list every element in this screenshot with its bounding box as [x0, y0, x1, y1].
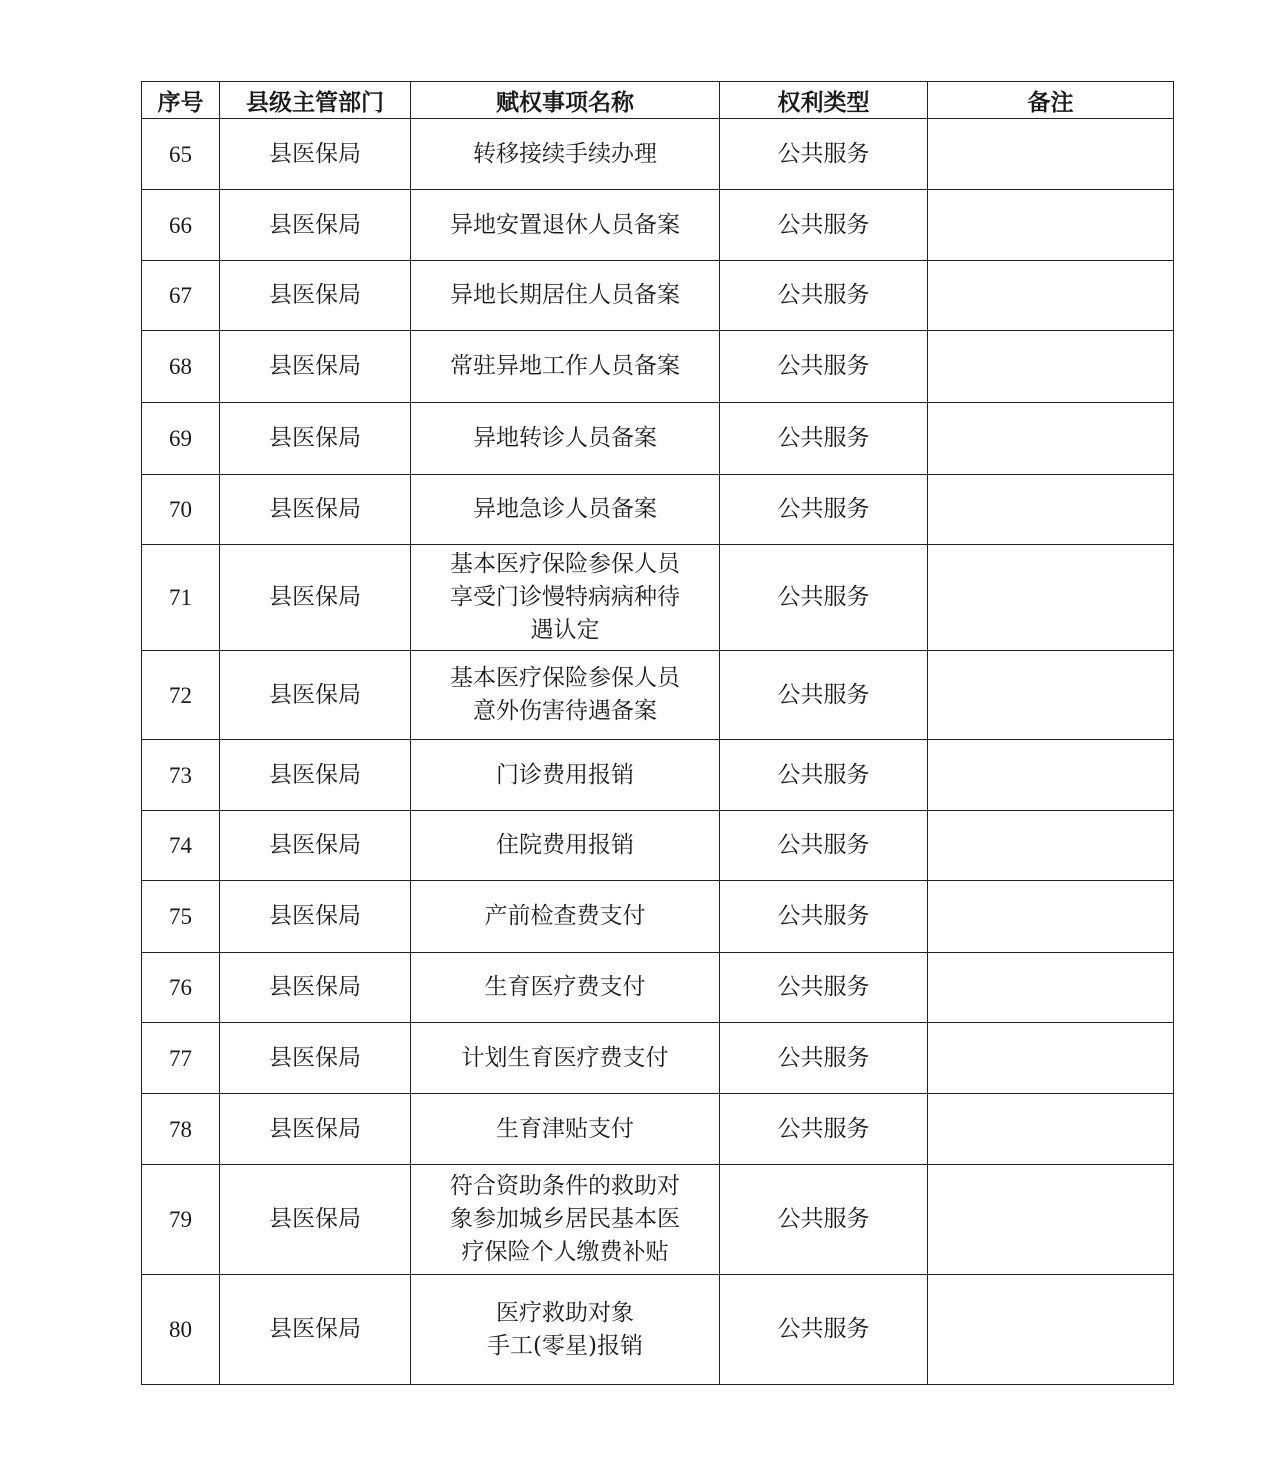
cell-right-type-text: 公共服务 [777, 1044, 870, 1071]
cell-remarks [928, 475, 1174, 545]
cell-department-text: 县医保局 [269, 974, 361, 1000]
cell-right-type-text: 公共服务 [777, 211, 870, 238]
cell-department [220, 1023, 411, 1094]
cell-item-name [411, 740, 720, 811]
cell-item-name [411, 545, 720, 651]
table-row [142, 119, 1174, 190]
table-row [142, 403, 1174, 475]
cell-right-type-text: 公共服务 [777, 832, 870, 858]
cell-remarks [928, 953, 1174, 1023]
cell-item-name [411, 331, 720, 403]
cell-item-name-text: 住院费用报销 [496, 832, 634, 858]
cell-serial-number-text: 70 [169, 497, 192, 522]
cell-serial-number [142, 331, 220, 403]
cell-serial-number [142, 190, 220, 261]
cell-right-type-text: 公共服务 [777, 903, 870, 929]
cell-right-type [720, 403, 928, 475]
cell-item-name-text: 异地安置退休人员备案 [450, 211, 680, 238]
cell-remarks [928, 1165, 1174, 1275]
table-row [142, 1275, 1174, 1385]
cell-serial-number [142, 740, 220, 811]
cell-remarks [928, 403, 1174, 475]
cell-department-text: 县医保局 [269, 140, 361, 167]
cell-serial-number-text: 71 [169, 585, 192, 610]
cell-department-text: 县医保局 [269, 761, 361, 788]
cell-remarks [928, 740, 1174, 811]
cell-remarks [928, 261, 1174, 331]
cell-department [220, 403, 411, 475]
cell-right-type-text: 公共服务 [777, 496, 870, 522]
cell-right-type-text: 公共服务 [777, 974, 870, 1000]
cell-serial-number [142, 881, 220, 953]
cell-serial-number-text: 80 [169, 1317, 192, 1342]
header-serial-number: 序号 [142, 82, 220, 119]
cell-remarks [928, 1023, 1174, 1094]
cell-right-type-text: 公共服务 [777, 425, 870, 451]
cell-serial-number-text: 76 [169, 975, 192, 1000]
cell-department [220, 1275, 411, 1385]
cell-department-text: 县医保局 [269, 1115, 361, 1142]
table-row [142, 545, 1174, 651]
cell-serial-number-text: 73 [169, 762, 192, 788]
cell-item-name-text: 常驻异地工作人员备案 [450, 353, 680, 379]
cell-department-text: 县医保局 [269, 1044, 361, 1071]
header-department: 县级主管部门 [220, 82, 411, 119]
cell-right-type-text: 公共服务 [777, 681, 870, 708]
cell-remarks [928, 119, 1174, 190]
cell-serial-number [142, 811, 220, 881]
table-row [142, 261, 1174, 331]
cell-item-name-text: 异地长期居住人员备案 [450, 282, 680, 308]
cell-right-type [720, 740, 928, 811]
cell-right-type [720, 1094, 928, 1165]
header-right-type: 权利类型 [720, 82, 928, 119]
cell-department [220, 651, 411, 740]
cell-remarks [928, 1275, 1174, 1385]
cell-item-name [411, 1275, 720, 1385]
cell-remarks [928, 190, 1174, 261]
cell-right-type-text: 公共服务 [777, 1316, 870, 1342]
cell-right-type-text: 公共服务 [777, 761, 870, 788]
cell-department [220, 475, 411, 545]
cell-serial-number [142, 1275, 220, 1385]
cell-item-name [411, 261, 720, 331]
cell-item-name [411, 475, 720, 545]
cell-department-text: 县医保局 [269, 1206, 361, 1232]
cell-department [220, 1165, 411, 1275]
cell-right-type [720, 1023, 928, 1094]
cell-department [220, 881, 411, 953]
cell-item-name [411, 1165, 720, 1275]
table-row [142, 475, 1174, 545]
cell-department-text: 县医保局 [269, 211, 361, 238]
cell-right-type-text: 公共服务 [777, 1115, 870, 1142]
cell-item-name [411, 403, 720, 475]
cell-serial-number [142, 475, 220, 545]
cell-serial-number-text: 69 [169, 426, 192, 451]
cell-right-type [720, 1275, 928, 1385]
cell-right-type [720, 331, 928, 403]
cell-right-type [720, 881, 928, 953]
cell-item-name-text: 计划生育医疗费支付 [461, 1044, 669, 1071]
cell-serial-number-text: 75 [169, 904, 192, 929]
cell-right-type-text: 公共服务 [777, 353, 870, 379]
cell-item-name-text: 生育医疗费支付 [484, 974, 646, 1000]
cell-serial-number [142, 1023, 220, 1094]
rights-table [141, 81, 1174, 1385]
cell-item-name-text: 基本医疗保险参保人员 享受门诊慢特病病种待 遇认定 [450, 551, 680, 643]
cell-department-text: 县医保局 [269, 282, 361, 308]
cell-department-text: 县医保局 [269, 903, 361, 929]
cell-serial-number-text: 65 [169, 141, 192, 167]
cell-remarks [928, 545, 1174, 651]
cell-serial-number [142, 119, 220, 190]
cell-item-name-text: 生育津贴支付 [496, 1115, 634, 1142]
cell-department-text: 县医保局 [269, 496, 361, 522]
cell-right-type [720, 261, 928, 331]
cell-item-name-text: 转移接续手续办理 [473, 140, 657, 167]
cell-serial-number [142, 953, 220, 1023]
table-row [142, 1094, 1174, 1165]
table-row [142, 881, 1174, 953]
cell-department [220, 953, 411, 1023]
cell-item-name [411, 811, 720, 881]
table-row [142, 190, 1174, 261]
cell-item-name-text: 门诊费用报销 [496, 761, 634, 788]
table-row [142, 811, 1174, 881]
cell-remarks [928, 651, 1174, 740]
cell-serial-number-text: 67 [169, 283, 192, 308]
cell-item-name-text: 符合资助条件的救助对 象参加城乡居民基本医 疗保险个人缴费补贴 [450, 1173, 680, 1265]
cell-department [220, 119, 411, 190]
table-row [142, 651, 1174, 740]
cell-department [220, 740, 411, 811]
cell-right-type-text: 公共服务 [777, 140, 870, 167]
cell-serial-number [142, 403, 220, 475]
table-row [142, 1023, 1174, 1094]
cell-item-name-text: 基本医疗保险参保人员 意外伤害待遇备案 [450, 665, 680, 724]
cell-remarks [928, 1094, 1174, 1165]
cell-item-name [411, 119, 720, 190]
cell-serial-number-text: 72 [169, 682, 192, 708]
cell-right-type [720, 1165, 928, 1275]
cell-remarks [928, 811, 1174, 881]
cell-item-name-text: 医疗救助对象 手工(零星)报销 [487, 1299, 643, 1359]
header-item-name: 赋权事项名称 [411, 82, 720, 119]
cell-department [220, 190, 411, 261]
cell-right-type-text: 公共服务 [777, 1206, 870, 1232]
cell-right-type [720, 545, 928, 651]
cell-department [220, 545, 411, 651]
table-row [142, 1165, 1174, 1275]
cell-serial-number [142, 545, 220, 651]
table-row [142, 331, 1174, 403]
cell-item-name [411, 953, 720, 1023]
cell-item-name [411, 651, 720, 740]
cell-department-text: 县医保局 [269, 681, 361, 708]
cell-right-type [720, 953, 928, 1023]
cell-right-type [720, 190, 928, 261]
cell-item-name [411, 1094, 720, 1165]
cell-department [220, 331, 411, 403]
cell-right-type [720, 811, 928, 881]
cell-serial-number [142, 261, 220, 331]
cell-item-name [411, 1023, 720, 1094]
table-row [142, 953, 1174, 1023]
cell-serial-number-text: 66 [169, 212, 192, 238]
cell-department-text: 县医保局 [269, 832, 361, 858]
cell-serial-number-text: 78 [169, 1116, 192, 1142]
cell-department-text: 县医保局 [269, 425, 361, 451]
cell-right-type-text: 公共服务 [777, 584, 870, 610]
cell-right-type [720, 119, 928, 190]
table-row [142, 740, 1174, 811]
cell-item-name-text: 异地急诊人员备案 [473, 496, 657, 522]
cell-serial-number-text: 77 [169, 1045, 192, 1071]
cell-item-name [411, 190, 720, 261]
cell-remarks [928, 331, 1174, 403]
cell-serial-number [142, 651, 220, 740]
header-remarks: 备注 [928, 82, 1174, 119]
cell-department [220, 811, 411, 881]
cell-serial-number-text: 79 [169, 1207, 192, 1232]
cell-department [220, 1094, 411, 1165]
cell-item-name-text: 异地转诊人员备案 [473, 425, 657, 451]
cell-right-type-text: 公共服务 [777, 282, 870, 308]
cell-item-name-text: 产前检查费支付 [484, 903, 646, 929]
cell-serial-number [142, 1094, 220, 1165]
cell-department-text: 县医保局 [269, 353, 361, 379]
cell-department-text: 县医保局 [269, 1316, 361, 1342]
cell-item-name [411, 881, 720, 953]
cell-department [220, 261, 411, 331]
cell-serial-number-text: 74 [169, 833, 192, 858]
cell-right-type [720, 651, 928, 740]
cell-serial-number-text: 68 [169, 354, 192, 379]
cell-right-type [720, 475, 928, 545]
cell-department-text: 县医保局 [269, 584, 361, 610]
cell-remarks [928, 881, 1174, 953]
cell-serial-number [142, 1165, 220, 1275]
table-header-row [142, 82, 1174, 119]
